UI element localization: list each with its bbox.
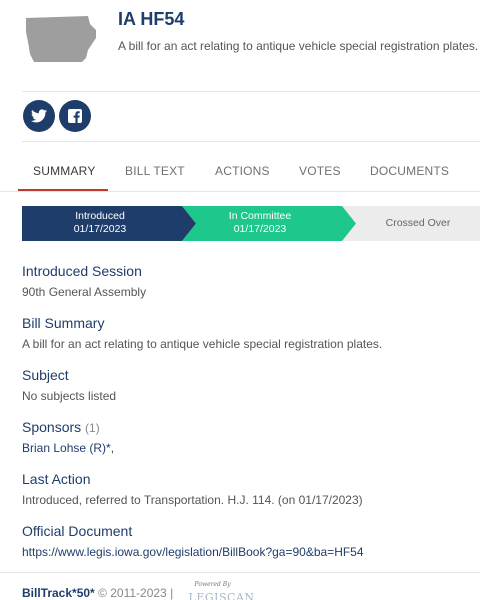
footer-separator: |	[170, 586, 174, 600]
section-heading	[22, 418, 480, 438]
facebook-share-button[interactable]	[59, 100, 91, 132]
divider	[0, 191, 480, 192]
legiscan-text: LEGISCAN	[188, 590, 255, 600]
divider	[22, 141, 480, 142]
section-heading: Official Document	[22, 523, 133, 539]
section-heading: Introduced Session	[22, 263, 142, 279]
sponsors-count: (1)	[85, 421, 100, 435]
tab-bar	[18, 164, 480, 192]
billtrack-brand[interactable]: BillTrack*50*	[22, 586, 95, 600]
divider	[0, 572, 480, 573]
facebook-icon	[68, 109, 82, 123]
step-label: Crossed Over	[385, 217, 451, 229]
step-date: 01/17/2023	[73, 223, 127, 235]
iowa-state-icon	[24, 14, 98, 64]
section-value: A bill for an act relating to antique vehicle special registration plates.	[22, 337, 383, 351]
bill-title: A bill for an act relating to antique vehicle special registration plates.	[118, 39, 479, 53]
progress-step-introduced	[30, 210, 170, 236]
bill-id: IA HF54	[118, 9, 185, 29]
divider	[22, 91, 480, 92]
tab-documents[interactable]: DOCUMENTS	[370, 164, 450, 178]
copyright-text: © 2011-2023	[98, 586, 167, 600]
section-heading: Bill Summary	[22, 315, 105, 331]
step-date: 01/17/2023	[233, 223, 287, 235]
sponsor-link[interactable]: Brian Lohse (R)*,	[22, 441, 115, 455]
section-value: No subjects listed	[22, 389, 117, 403]
twitter-icon	[31, 109, 47, 123]
step-label: Introduced	[75, 210, 125, 222]
twitter-share-button[interactable]	[23, 100, 55, 132]
section-heading: Subject	[22, 367, 69, 383]
section-official-document	[22, 522, 480, 574]
section-value: Introduced, referred to Transportation. H.J. 114. (on 01/17/2023)	[22, 493, 363, 507]
tab-bill-text[interactable]: BILL TEXT	[125, 164, 185, 178]
progress-step-crossed-over	[358, 217, 478, 230]
tab-actions[interactable]: ACTIONS	[215, 164, 270, 178]
progress-tracker	[22, 206, 480, 241]
step-label: In Committee	[228, 210, 292, 222]
official-document-link[interactable]: https://www.legis.iowa.gov/legislation/BillBook?ga=90&ba=HF54	[22, 545, 364, 559]
powered-by-text: Powered By	[194, 580, 231, 588]
bill-details	[22, 262, 480, 574]
bill-header	[0, 0, 480, 92]
section-introduced-session	[22, 262, 480, 314]
section-sponsors	[22, 418, 480, 470]
tab-summary[interactable]: SUMMARY	[33, 164, 96, 178]
section-heading: Last Action	[22, 471, 91, 487]
tab-votes[interactable]: VOTES	[299, 164, 341, 178]
section-bill-summary	[22, 314, 480, 366]
progress-step-in-committee	[190, 210, 330, 236]
footer	[22, 580, 255, 600]
section-last-action	[22, 470, 480, 522]
legiscan-logo[interactable]	[185, 580, 255, 600]
sponsors-heading: Sponsors	[22, 419, 82, 435]
section-value: 90th General Assembly	[22, 285, 147, 299]
section-subject	[22, 366, 480, 418]
